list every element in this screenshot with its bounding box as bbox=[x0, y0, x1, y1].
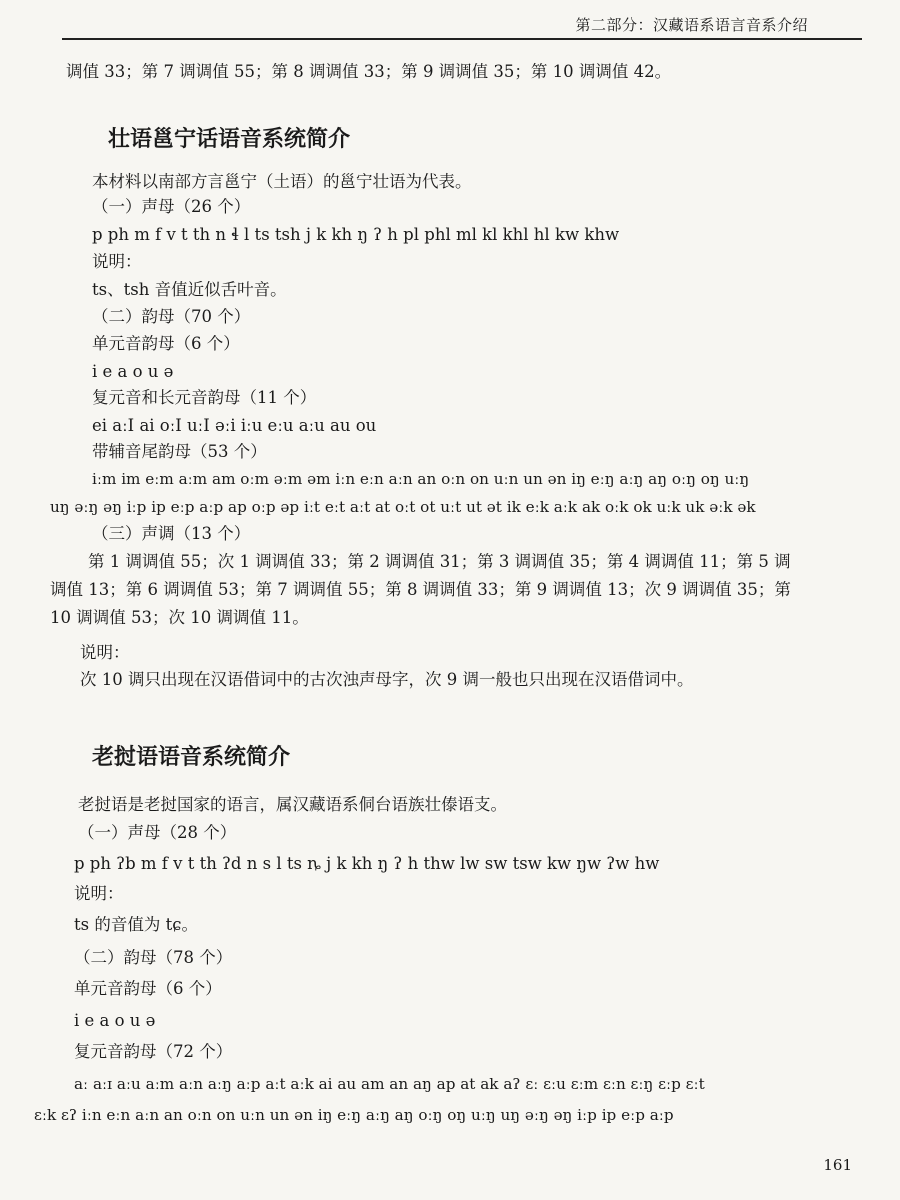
lao-note-label: 说明： bbox=[74, 884, 124, 903]
lao-initials-heading: （一）声母（28 个） bbox=[78, 823, 237, 842]
lao-note-text: ts 的音值为 tɕ。 bbox=[74, 915, 198, 934]
zhuang-monophthong-list: i e a o u ə bbox=[92, 362, 174, 381]
zhuang-intro: 本材料以南部方言邕宁（土语）的邕宁壮语为代表。 bbox=[92, 172, 472, 191]
section-title-lao: 老挝语语音系统简介 bbox=[92, 745, 291, 770]
lao-finals-line-1: aː aːɪ aːu aːm aːn aːŋ aːp aːt aːk ai au am an aŋ ap at ak aʔ ɛː ɛːu ɛːm ɛːn ɛːŋ ɛːp ɛːt bbox=[74, 1075, 705, 1093]
zhuang-monophthong-heading: 单元音韵母（6 个） bbox=[92, 334, 240, 353]
zhuang-initials-list: p ph m f v t th n ɬ l ts tsh j k kh ŋ ʔ h pl phl ml kl khl hl kw khw bbox=[92, 225, 620, 244]
lao-finals-line-2: ɛːk ɛʔ iːn eːn aːn an oːn on uːn un ən iŋ eːŋ aːŋ aŋ oːŋ oŋ uːŋ uŋ əːŋ əŋ iːp ip eːp aːp bbox=[34, 1106, 674, 1124]
zhuang-tones-note-label: 说明： bbox=[80, 643, 130, 662]
page-number: 161 bbox=[823, 1156, 852, 1174]
zhuang-tones-line-2: 调值 13；第 6 调调值 53；第 7 调调值 55；第 8 调调值 33；第 9 调调值 13；次 9 调调值 35；第 bbox=[50, 580, 791, 599]
zhuang-note-text: ts、tsh 音值近似舌叶音。 bbox=[92, 280, 287, 299]
continuation-text: 调值 33；第 7 调调值 55；第 8 调调值 33；第 9 调调值 35；第 10 调调值 42。 bbox=[66, 62, 672, 81]
lao-diphthong-heading: 复元音韵母（72 个） bbox=[74, 1042, 233, 1061]
lao-monophthong-heading: 单元音韵母（6 个） bbox=[74, 979, 222, 998]
zhuang-tones-heading: （三）声调（13 个） bbox=[92, 524, 251, 543]
zhuang-diphthong-heading: 复元音和长元音韵母（11 个） bbox=[92, 388, 317, 407]
lao-monophthong-list: i e a o u ə bbox=[74, 1011, 156, 1030]
zhuang-initials-heading: （一）声母（26 个） bbox=[92, 197, 251, 216]
zhuang-diphthong-list: ei aːI ai oːI uːI əːi iːu eːu aːu au ou bbox=[92, 416, 377, 435]
zhuang-coda-line-1: iːm im eːm aːm am oːm əːm əm iːn eːn aːn an oːn on uːn un ən iŋ eːŋ aːŋ aŋ oːŋ oŋ uːŋ bbox=[92, 470, 750, 488]
section-title-zhuang: 壮语邕宁话语音系统简介 bbox=[108, 127, 351, 152]
lao-initials-list: p ph ʔb m f v t th ʔd n s l ts ȵ j k kh ŋ ʔ h thw lw sw tsw kw ŋw ʔw hw bbox=[74, 854, 660, 873]
zhuang-finals-heading: （二）韵母（70 个） bbox=[92, 307, 251, 326]
zhuang-tones-line-3: 10 调调值 53；次 10 调调值 11。 bbox=[50, 608, 309, 627]
zhuang-note-label: 说明： bbox=[92, 252, 142, 271]
running-head: 第二部分：汉藏语系语言音系介绍 bbox=[575, 16, 808, 34]
lao-intro: 老挝语是老挝国家的语言，属汉藏语系侗台语族壮傣语支。 bbox=[78, 795, 507, 814]
zhuang-coda-heading: 带辅音尾韵母（53 个） bbox=[92, 442, 267, 461]
header-rule bbox=[62, 38, 862, 40]
zhuang-tones-line-1: 第 1 调调值 55；次 1 调调值 33；第 2 调调值 31；第 3 调调值 35；第 4 调调值 11；第 5 调 bbox=[88, 552, 791, 571]
lao-finals-heading: （二）韵母（78 个） bbox=[74, 948, 233, 967]
zhuang-coda-line-2: uŋ əːŋ əŋ iːp ip eːp aːp ap oːp əp iːt eːt aːt at oːt ot uːt ut ət ik eːk aːk ak oːk ok uːk uk əːk ək bbox=[50, 498, 756, 516]
zhuang-tones-note-text: 次 10 调只出现在汉语借词中的古次浊声母字，次 9 调一般也只出现在汉语借词中。 bbox=[80, 670, 694, 689]
